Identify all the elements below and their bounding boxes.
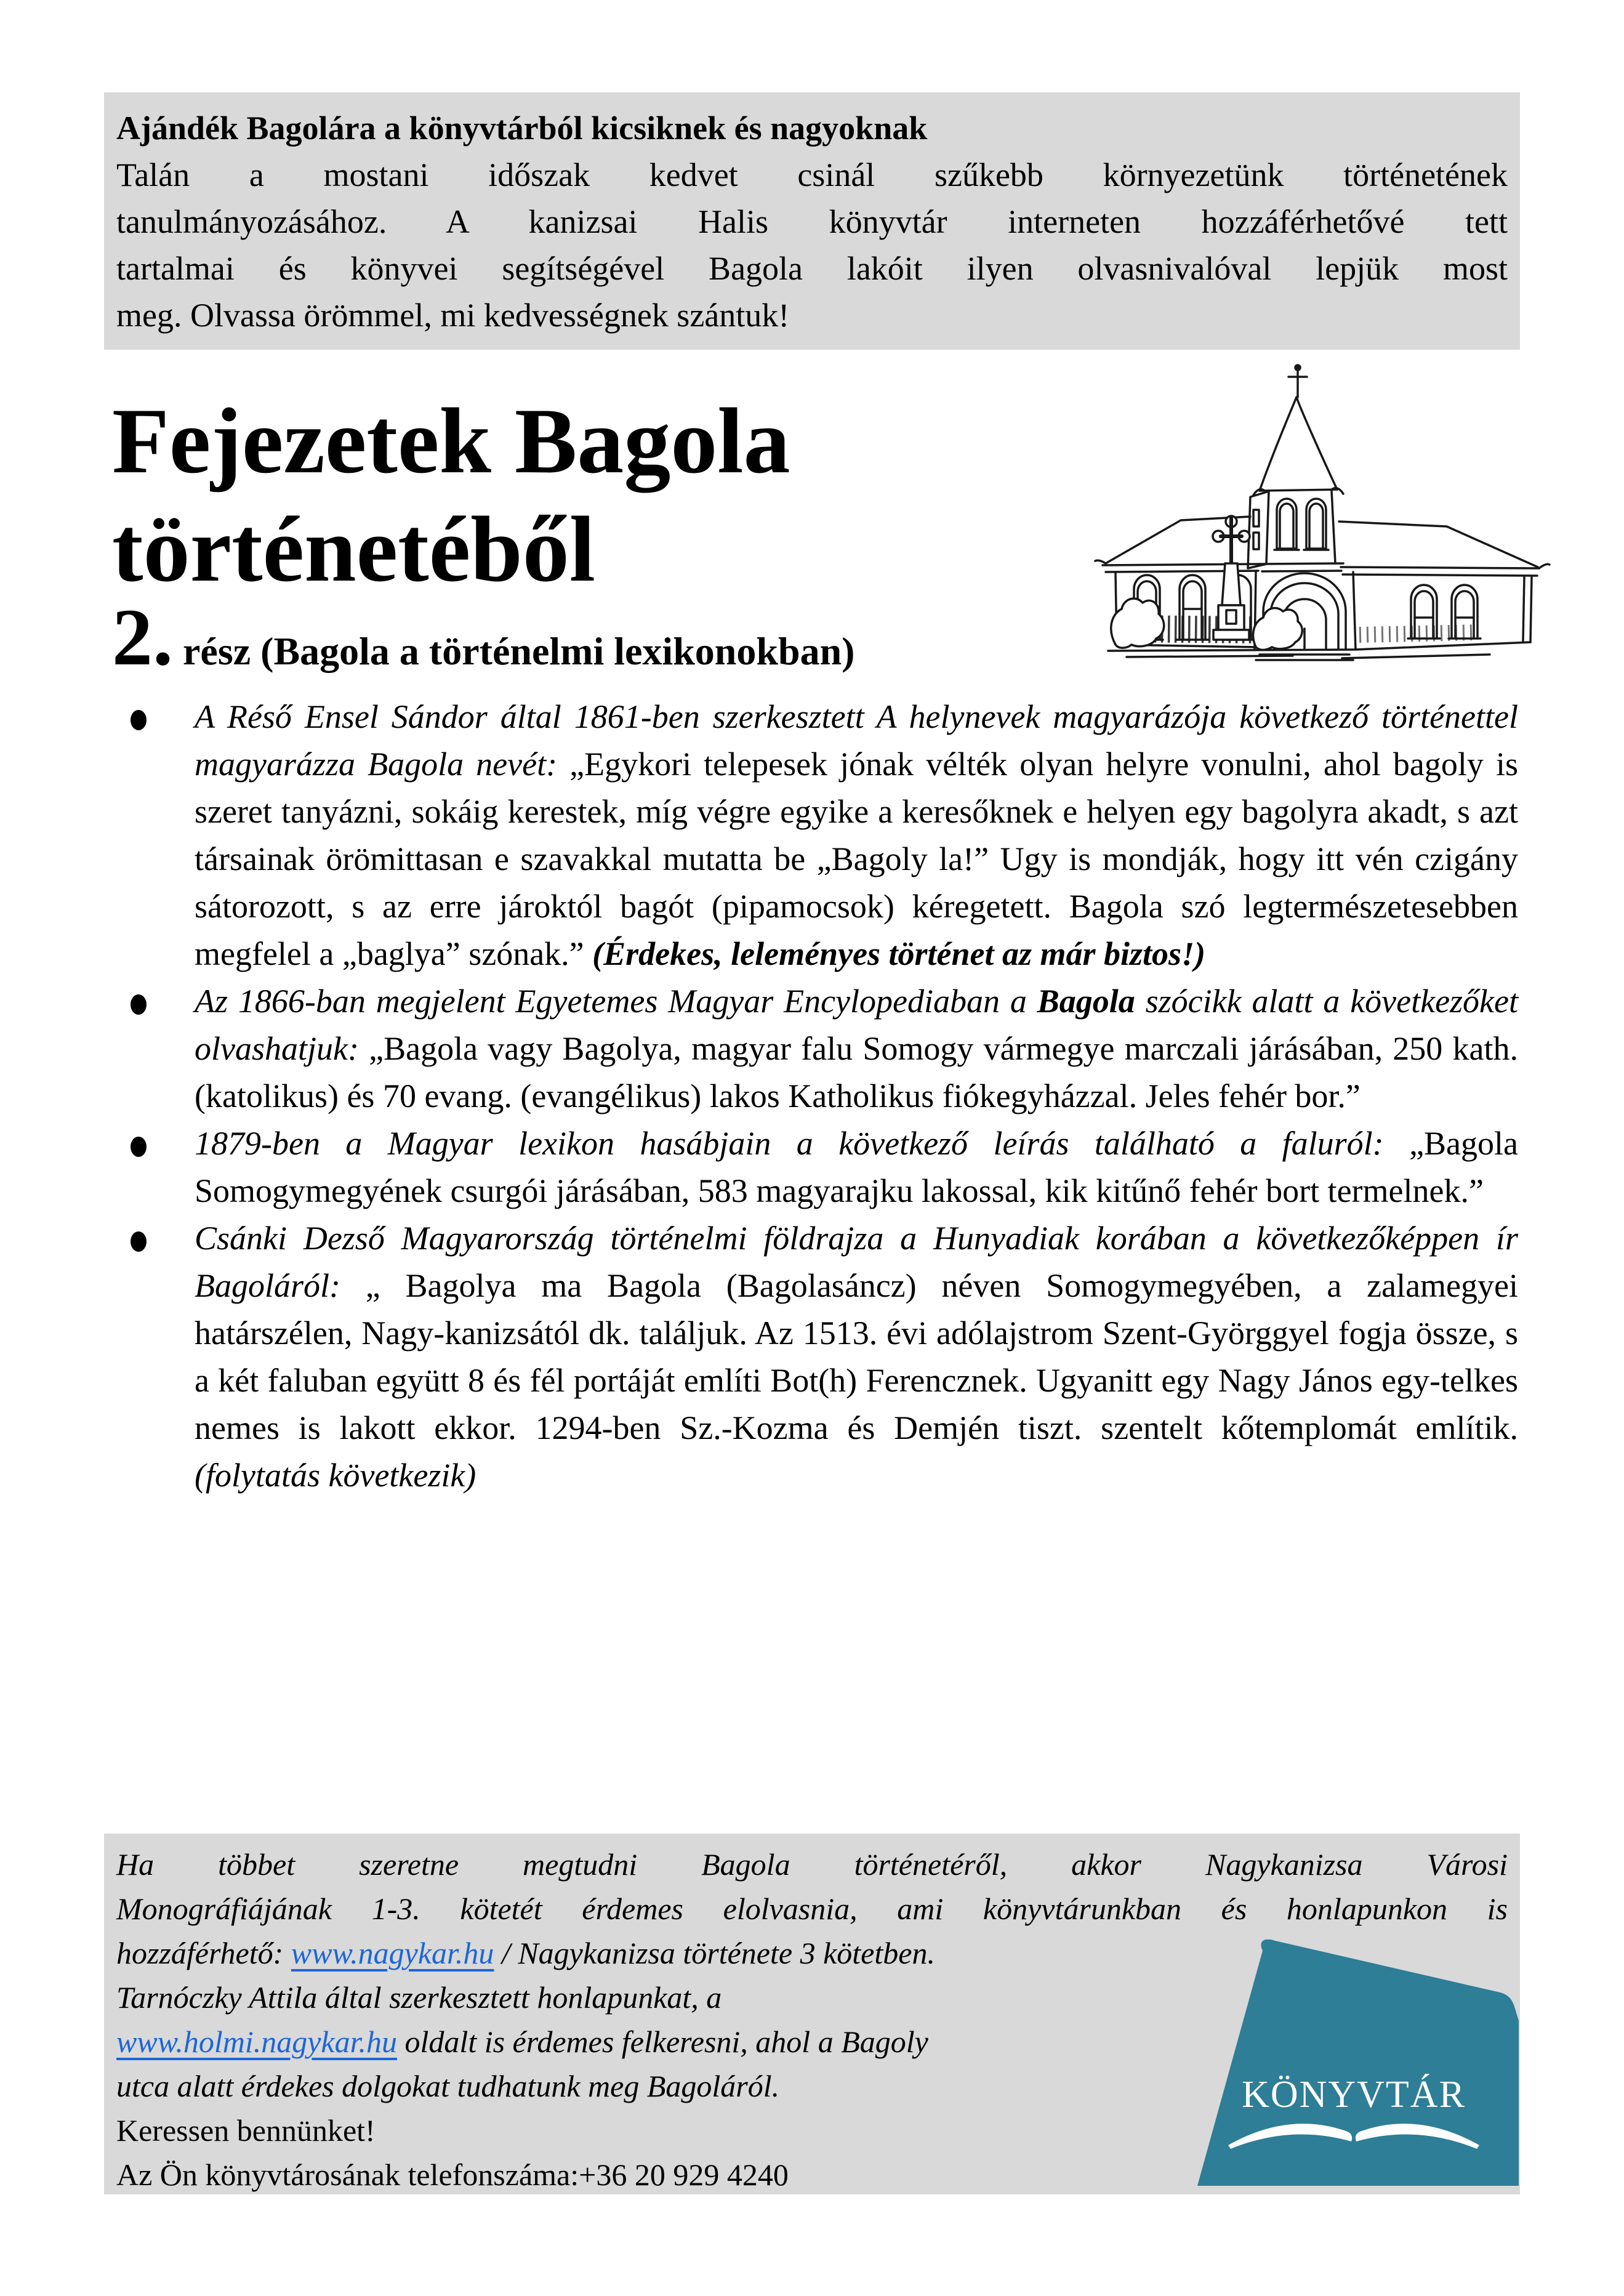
church-illustration: [1047, 360, 1551, 662]
logo-background-shape: [1197, 1940, 1519, 2186]
footer-line: [116, 1842, 1508, 1887]
bullet-item-csanki: [115, 1215, 1518, 1499]
text-segment: oldalt is érdemes felkeresni, ahol a Bagoly: [397, 2024, 928, 2059]
logo-label: KÖNYVTÁR: [1242, 2074, 1466, 2116]
text-segment: Ha többet szeretne megtudni Bagola történetéről, akkor Nagykanizsa Városi: [116, 1847, 1508, 1882]
text-segment: Az Ön könyvtárosának telefonszáma:+36 20 929 4240: [116, 2157, 789, 2192]
text-segment: Csánki Dezső Magyarország történelmi földrajza a Hunyadiak korában a következőképpen ír Bagoláról:: [195, 1220, 1518, 1304]
hyperlink[interactable]: www.nagykar.hu: [291, 1936, 494, 1970]
text-segment: Keressen bennünket!: [116, 2113, 376, 2148]
intro-line: [116, 105, 1508, 151]
footer-box: [104, 1834, 1520, 2194]
text-segment: (folytatás következik): [195, 1457, 476, 1494]
text-segment: Ajándék Bagolára a könyvtárból kicsiknek és nagyoknak: [116, 110, 928, 147]
text-segment: tartalmai és könyvei segítségével Bagola lakóit ilyen olvasnivalóval lepjük most: [116, 250, 1508, 287]
text-segment: Tarnóczky Attila által szerkesztett honlapunkat, a: [116, 1980, 722, 2015]
bullet-item-encylopedia: [115, 978, 1518, 1120]
intro-line: [116, 245, 1508, 292]
intro-line: [116, 198, 1508, 245]
section-number: 2.: [112, 592, 173, 682]
section-label: rész (Bagola a történelmi lexikonokban): [173, 629, 855, 673]
text-segment: „Bagola Somogymegyének csurgói járásában, 583 magyarajku lakossal, kik kitűnő fehér bort termelnek.”: [195, 1125, 1518, 1209]
text-segment: 1879-ben a Magyar lexikon hasábjain a következő leírás található a faluról:: [195, 1125, 1410, 1162]
text-segment: Talán a mostani időszak kedvet csinál szűkebb környezetünk történetének: [116, 156, 1508, 193]
text-segment: „Bagola vagy Bagolya, magyar falu Somogy vármegye marczali járásában, 250 kath. (katolikus) és 70 evang. (evangélikus) lakos Katholikus fiókegyházzal. Jeles fehér bor.”: [195, 1030, 1518, 1114]
bullet-list: [115, 693, 1518, 1499]
text-segment: Monográfiájának 1-3. kötetét érdemes elolvasnia, ami könyvtárunkban és honlapunkon is: [116, 1891, 1508, 1926]
text-segment: hozzáférhető:: [116, 1936, 291, 1970]
intro-line: [116, 292, 1508, 339]
hyperlink[interactable]: www.holmi.nagykar.hu: [116, 2024, 398, 2059]
text-segment: „Egykori telepesek jónak vélték olyan helyre vonulni, ahol bagoly is szeret tanyázni, sokáig kerestek, míg végre egyike a keresőknek e helyen egy bagolyra akadt, s azt társainak örömittasan e szavakkal mutatta be „Bagoly la!” Ugy is mondják, hogy itt vén czigány sátorozott, s az erre jároktól bagót (pipamocsok) kéregetett. Bagola szó legtermészetesebben megfelel a „baglya” szónak.”: [195, 746, 1518, 972]
intro-line: [116, 151, 1508, 198]
text-segment: tanulmányozásához. A kanizsai Halis könyvtár interneten hozzáférhetővé tett: [116, 203, 1508, 240]
bullet-item-reso-ensel: [115, 693, 1518, 978]
text-segment: / Nagykanizsa története 3 kötetben.: [494, 1936, 935, 1970]
text-segment: Bagola: [1037, 983, 1135, 1020]
library-logo: [1192, 1940, 1519, 2186]
text-segment: A Réső Ensel Sándor által 1861-ben szerkesztett A helynevek magyarázója következő történettel magyarázza Bagola nevét:: [195, 698, 1518, 783]
footer-line: [116, 1887, 1508, 1931]
text-segment: meg. Olvassa örömmel, mi kedvességnek szántuk!: [116, 297, 790, 334]
text-segment: szócikk alatt a következőket olvashatjuk:: [195, 983, 1518, 1067]
text-segment: utca alatt érdekes dolgokat tudhatunk meg Bagoláról.: [116, 2069, 780, 2103]
text-segment: (Érdekes, leleményes történet az már biztos!): [592, 935, 1206, 972]
page-title: Fejezetek Bagola történetéből: [112, 389, 790, 601]
intro-box: [104, 92, 1520, 350]
section-heading: [112, 590, 854, 684]
bullet-item-magyar-lexikon: [115, 1120, 1518, 1215]
text-segment: „ Bagolya ma Bagola (Bagolasáncz) néven Somogymegyében, a zalamegyei határszélen, Nagy-kanizsától dk. találjuk. Az 1513. évi adólajstrom Szent-Györggyel fogja össze, s a két faluban együtt 8 és fél portáját említi Bot(h) Ferencznek. Ugyanitt egy Nagy János egy-telkes nemes is lakott ekkor. 1294-ben Sz.-Kozma és Demjén tiszt. szentelt kőtemplomát említik.: [195, 1267, 1518, 1446]
text-segment: Az 1866-ban megjelent Egyetemes Magyar Encylopediaban a: [195, 983, 1037, 1020]
